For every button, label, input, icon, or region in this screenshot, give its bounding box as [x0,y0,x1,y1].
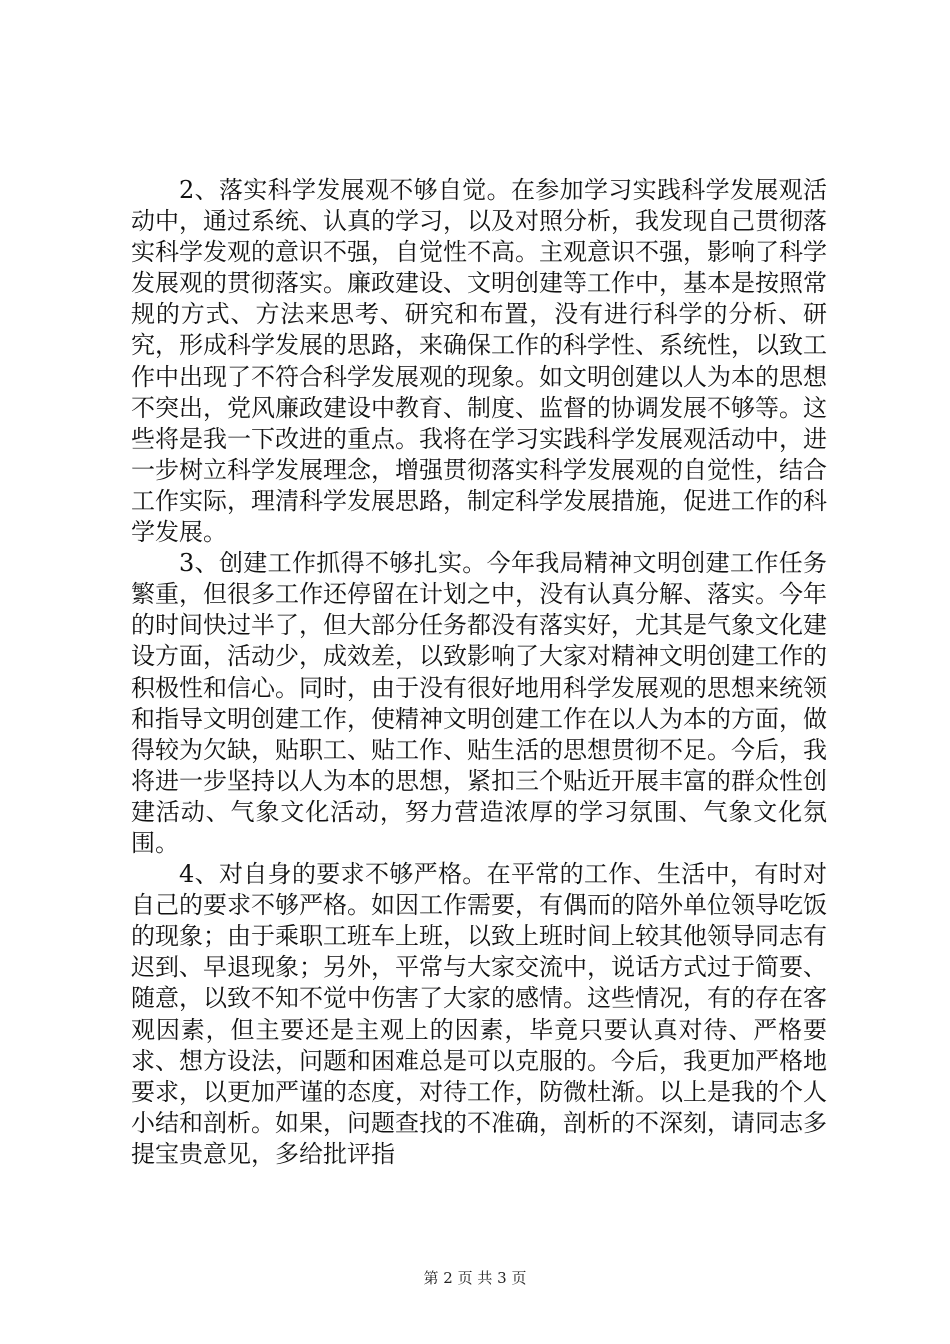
page-number-footer: 第 2 页 共 3 页 [423,1269,527,1287]
paragraph-item-3: 3、创建工作抓得不够扎实。今年我局精神文明创建工作任务繁重，但很多工作还停留在计划之中，没有认真分解、落实。今年的时间快过半了，但大部分任务都没有落实好，尤其是气象文化建设方面，活动少，成效差，以致影响了大家对精神文明创建工作的积极性和信心。同时，由于没有很好地用科学发展观的思想来统领和指导文明创建工作，使精神文明创建工作在以人为本的方面，做得较为欠缺，贴职工、贴工作、贴生活的思想贯彻不足。今后，我将进一步坚持以人为本的思想，紧扣三个贴近开展丰富的群众性创建活动、气象文化活动，努力营造浓厚的学习氛围、气象文化氛围。 [131,549,827,857]
paragraph-item-4: 4、对自身的要求不够严格。在平常的工作、生活中，有时对自己的要求不够严格。如因工作需要，有偶而的陪外单位领导吃饭的现象；由于乘职工班车上班，以致上班时间上较其他领导同志有迟到、早退现象；另外，平常与大家交流中，说话方式过于简要、随意，以致不知不觉中伤害了大家的感情。这些情况，有的存在客观因素，但主要还是主观上的因素，毕竟只要认真对待、严格要求、想方设法，问题和困难总是可以克服的。今后，我更加严格地要求，以更加严谨的态度，对待工作，防微杜渐。以上是我的个人小结和剖析。如果，问题查找的不准确，剖析的不深刻，请同志多提宝贵意见，多给批评指 [131,860,827,1168]
document-body [131,175,827,1170]
paragraph-item-2: 2、落实科学发展观不够自觉。在参加学习实践科学发展观活动中，通过系统、认真的学习，以及对照分析，我发现自己贯彻落实科学发观的意识不强，自觉性不高。主观意识不强，影响了科学发展观的贯彻落实。廉政建设、文明创建等工作中，基本是按照常规的方式、方法来思考、研究和布置，没有进行科学的分析、研究，形成科学发展的思路，来确保工作的科学性、系统性，以致工作中出现了不符合科学发展观的现象。如文明创建以人为本的思想不突出，党风廉政建设中教育、制度、监督的协调发展不够等。这些将是我一下改进的重点。我将在学习实践科学发展观活动中，进一步树立科学发展理念，增强贯彻落实科学发展观的自觉性，结合工作实际，理清科学发展思路，制定科学发展措施，促进工作的科学发展。 [131,176,827,547]
